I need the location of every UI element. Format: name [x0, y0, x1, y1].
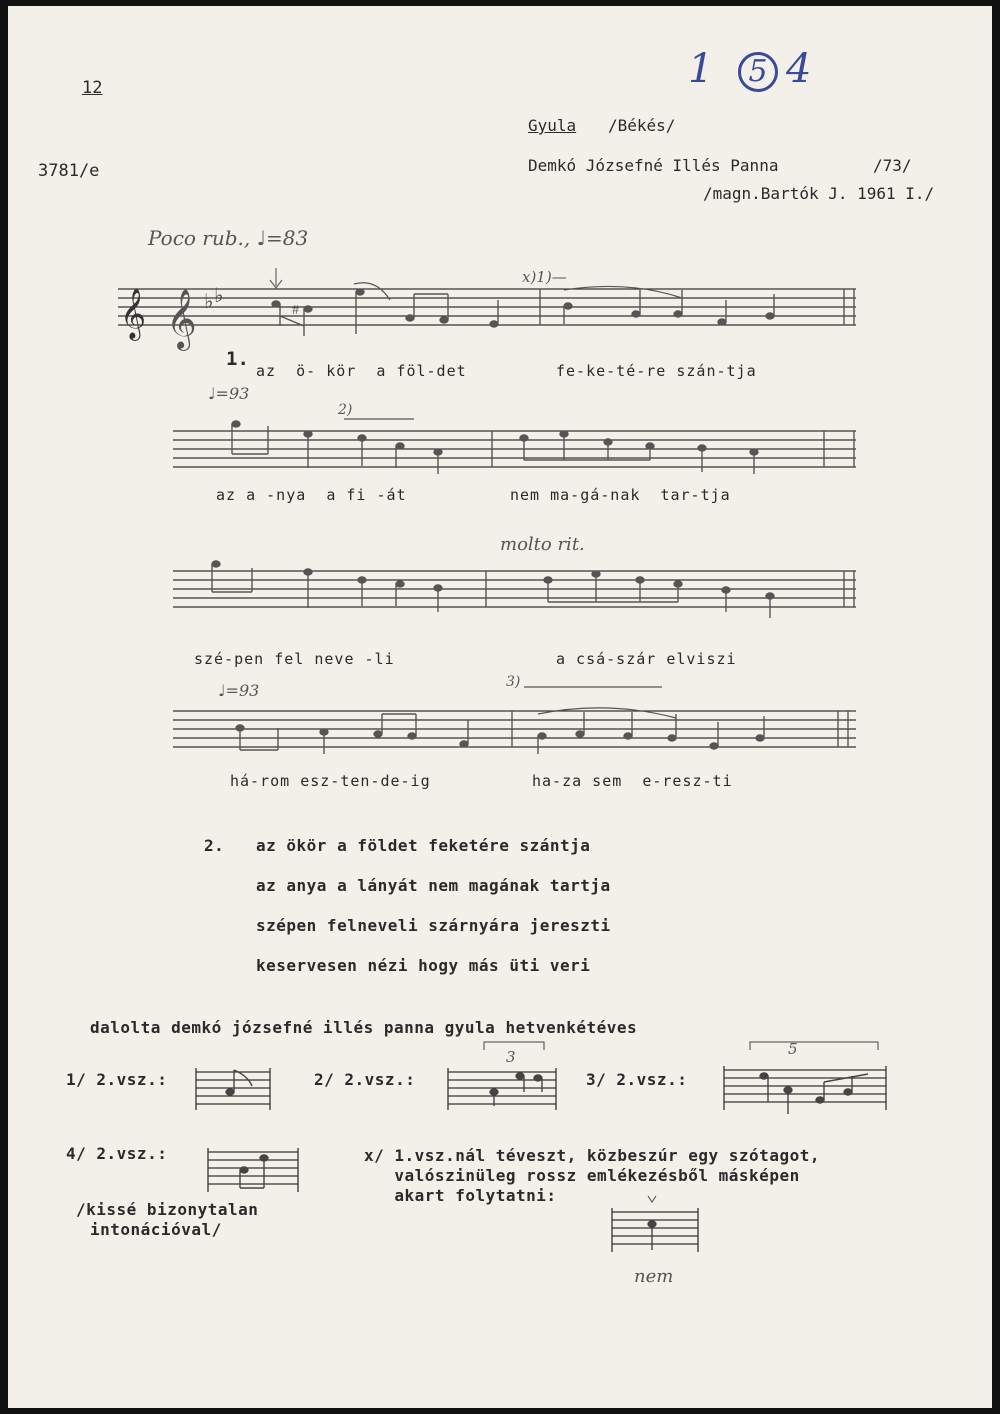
variant-4-label: 4/ 2.vsz.: [66, 1144, 168, 1163]
svg-text:#: # [292, 303, 299, 318]
archive-number-prefix: 1 [688, 46, 714, 92]
verse-number-1: 1. [226, 348, 249, 370]
notes-staff-1 [272, 289, 854, 336]
notes-staff-2 [232, 421, 854, 474]
example-staff-2 [448, 1068, 556, 1110]
triplet-mark: 3 [506, 1048, 516, 1066]
example-staff-1 [196, 1068, 270, 1110]
page-number: 12 [82, 78, 103, 98]
singer: Demkó Józsefné Illés Panna [528, 156, 779, 175]
lyrics-line-1a: az ö- kör a föl-det [256, 362, 467, 380]
variant-4-comment: /kissé bizonytalan [76, 1200, 259, 1219]
flat-sign-icon: ♭ [214, 283, 224, 307]
flat-sign-icon: ♭ [204, 289, 214, 313]
archive-number-circled: 5 [738, 52, 778, 92]
verse-2-line: szépen felneveli szárnyára jereszti [256, 916, 611, 935]
verse-2-line: keservesen nézi hogy más üti veri [256, 956, 591, 975]
lyrics-line-2b: nem ma-gá-nak tar-tja [510, 486, 731, 504]
sung-by-line: dalolta demkó józsefné illés panna gyula hetvenkétéves [90, 1018, 638, 1037]
staff-4 [173, 711, 856, 747]
archive-sheet [8, 6, 992, 1408]
quintuplet-mark: 5 [788, 1040, 798, 1058]
county: /Békés/ [608, 116, 676, 135]
lyrics-line-3a: szé-pen fel neve -li [194, 650, 395, 668]
recording-info: /magn.Bartók J. 1961 I./ [703, 184, 935, 203]
x-footnote-line: x/ 1.vsz.nál téveszt, közbeszúr egy szótagot, [364, 1146, 820, 1165]
archive-number-suffix: 4 [786, 46, 812, 92]
place: Gyula [528, 116, 577, 135]
tempo-marking-1: Poco rub., ♩=83 [148, 226, 309, 250]
footnote-mark-2: 2) [338, 402, 353, 418]
lyrics-line-4b: ha-za sem e-resz-ti [532, 772, 733, 790]
example-staff-3 [724, 1066, 886, 1110]
x-footnote-line: akart folytatni: [364, 1186, 557, 1205]
lyrics-line-1b: fe-ke-té-re szán-tja [556, 362, 757, 380]
variant-4-comment: intonációval/ [90, 1220, 222, 1239]
singer-age: /73/ [873, 156, 912, 175]
variant-2-label: 2/ 2.vsz.: [314, 1070, 416, 1089]
verse-2-line: az ökör a földet feketére szántja [256, 836, 591, 855]
variant-1-label: 1/ 2.vsz.: [66, 1070, 168, 1089]
footnote-mark-3: 3) [506, 674, 521, 690]
treble-clef-icon: 𝄞 [120, 288, 147, 339]
lyrics-line-3b: a csá-szár elviszi [556, 650, 737, 668]
staff-3 [173, 571, 856, 607]
catalog-number: 3781/e [38, 161, 100, 181]
x-footnote-line: valószinüleg rossz emlékezésből másképen [364, 1166, 800, 1185]
variant-3-label: 3/ 2.vsz.: [586, 1070, 688, 1089]
molto-rit-marking: molto rit. [500, 534, 585, 555]
treble-clef-pencil-icon: 𝄞 [166, 289, 197, 349]
example-staff-5 [612, 1208, 698, 1252]
footnote-mark-x1: x)1)— [522, 268, 567, 286]
tempo-marking-2: ♩=93 [208, 384, 250, 403]
verse-2-line: az anya a lányát nem magának tartja [256, 876, 611, 895]
example-staff-4 [208, 1148, 298, 1192]
lyrics-line-2a: az a -nya a fi -át [216, 486, 407, 504]
tempo-marking-3: ♩=93 [218, 681, 260, 700]
staff-1 [118, 289, 856, 325]
verse-2-number: 2. [204, 836, 225, 855]
lyrics-line-4a: há-rom esz-ten-de-ig [230, 772, 431, 790]
x-footnote-word: nem [634, 1266, 674, 1287]
